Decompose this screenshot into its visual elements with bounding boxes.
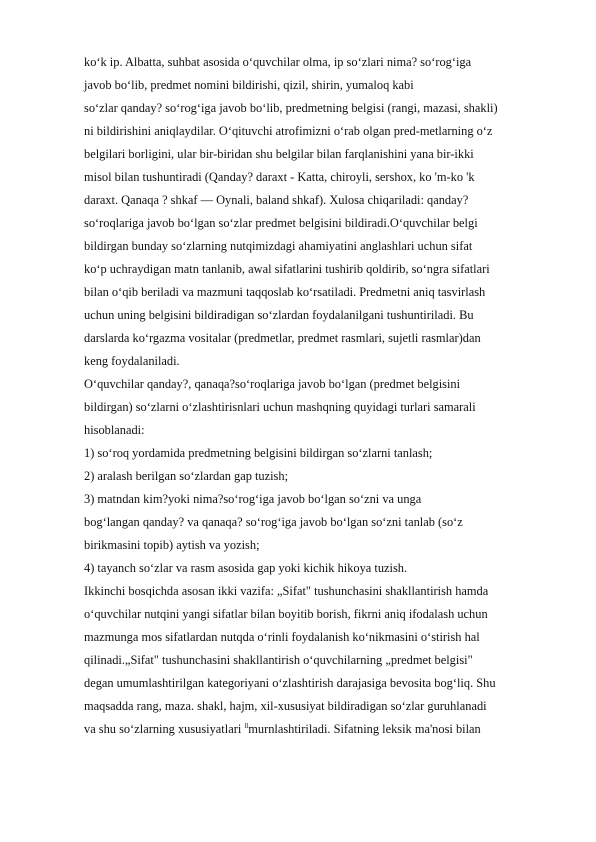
text-line-27: qilinadi.„Sifat" tushunchasini shakllantirish o‘quvchilarning „predmet belgisi" bbox=[84, 653, 473, 667]
text-line-3: so‘zlar qanday? so‘rog‘iga javob bo‘lib, predmetning belgisi (rangi, mazasi, shakli) bbox=[84, 101, 498, 115]
text-line-28: degan umumlashtirilgan kategoriyani o‘zlashtirish darajasiga bevosita bog‘liq. Shu bbox=[84, 676, 496, 690]
text-line-22: birikmasini topib) aytish va yozish; bbox=[84, 538, 260, 552]
text-line-30-start: va shu so‘zlarning xususiyatlari bbox=[84, 722, 245, 736]
text-line-23: 4) tayanch so‘zlar va rasm asosida gap yoki kichik hikoya tuzish. bbox=[84, 561, 408, 575]
text-line-11: bilan o‘qib beriladi va mazmuni taqqoslab ko‘rsatiladi. Predmetni aniq tasvirlash bbox=[84, 285, 486, 299]
text-line-5: belgilari borligini, ular bir-biridan shu belgilar bilan farqlanishini yana bir-ikki bbox=[84, 147, 474, 161]
body-text bbox=[84, 51, 564, 741]
text-line-25: o‘quvchilar nutqini yangi sifatlar bilan boyitib borish, fikrni aniq ifodalash uchun bbox=[84, 607, 488, 621]
text-line-4: ni bildirishini aniqlaydilar. O‘qituvchi atrofimizni o‘rab olgan pred-metlarning o‘z bbox=[84, 124, 493, 138]
text-line-13: darslarda ko‘rgazma vositalar (predmetlar, predmet rasmlari, sujetli rasmlar)dan bbox=[84, 331, 481, 345]
text-line-20: 3) matndan kim?yoki nima?so‘rog‘iga javob bo‘lgan so‘zni va unga bbox=[84, 492, 422, 506]
text-line-19: 2) aralash berilgan so‘zlardan gap tuzish; bbox=[84, 469, 289, 483]
text-line-8: so‘roqlariga javob bo‘lgan so‘zlar predmet belgisini bildiradi.O‘quvchilar belgi bbox=[84, 216, 478, 230]
text-line-21: bog‘langan qanday? va qanaqa? so‘rog‘iga javob bo‘lgan so‘zni tanlab (so‘z bbox=[84, 515, 463, 529]
text-line-16: bildirgan) so‘zlarni o‘zlashtirisnlari uchun mashqning quyidagi turlari samarali bbox=[84, 400, 476, 414]
text-line-17: hisoblanadi: bbox=[84, 423, 145, 437]
text-line-12: uchun uning belgisini bildiradigan so‘zlardan foydalanilgani tushuntiriladi. Bu bbox=[84, 308, 474, 322]
text-line-30 bbox=[84, 718, 564, 741]
text-line-26: mazmunga mos sifatlardan nutqda o‘rinli foydalanish ko‘nikmasini o‘stirish hal bbox=[84, 630, 480, 644]
text-line-6: misol bilan tushuntiradi (Qanday? daraxt - Katta, chiroyli, sershox, ko 'm-ko 'k bbox=[84, 170, 475, 184]
text-line-2: javob bo‘lib, predmet nomini bildirishi, qizil, shirin, yumaloq kabi bbox=[84, 78, 414, 92]
text-line-7: daraxt. Qanaqa ? shkaf — Oynali, baland shkaf). Xulosa chiqariladi: qanday? bbox=[84, 193, 469, 207]
text-line-14: keng foydalaniladi. bbox=[84, 354, 180, 368]
text-line-15: O‘quvchilar qanday?, qanaqa?so‘roqlariga javob bo‘lgan (predmet belgisini bbox=[84, 377, 461, 391]
superscript-mark: ll bbox=[244, 721, 249, 730]
text-line-30-end: murnlashtiriladi. Sifatning leksik ma'nosi bilan bbox=[248, 722, 481, 736]
text-line-10: ko‘p uchraydigan matn tanlanib, awal sifatlarini tushirib qoldirib, so‘ngra sifatlari bbox=[84, 262, 490, 276]
text-line-9: bildirgan bunday so‘zlarning nutqimizdagi ahamiyatini anglashlari uchun sifat bbox=[84, 239, 473, 253]
text-line-1: ko‘k ip. Albatta, suhbat asosida o‘quvchilar olma, ip so‘zlari nima? so‘rog‘iga bbox=[84, 55, 472, 69]
text-line-24: Ikkinchi bosqichda asosan ikki vazifa: „Sifat" tushunchasini shakllantirish hamda bbox=[84, 584, 489, 598]
text-line-18: 1) so‘roq yordamida predmetning belgisini bildirgan so‘zlarni tanlash; bbox=[84, 446, 433, 460]
text-line-29: maqsadda rang, maza. shakl, hajm, xil-xususiyat bildiradigan so‘zlar guruhlanadi bbox=[84, 699, 487, 713]
